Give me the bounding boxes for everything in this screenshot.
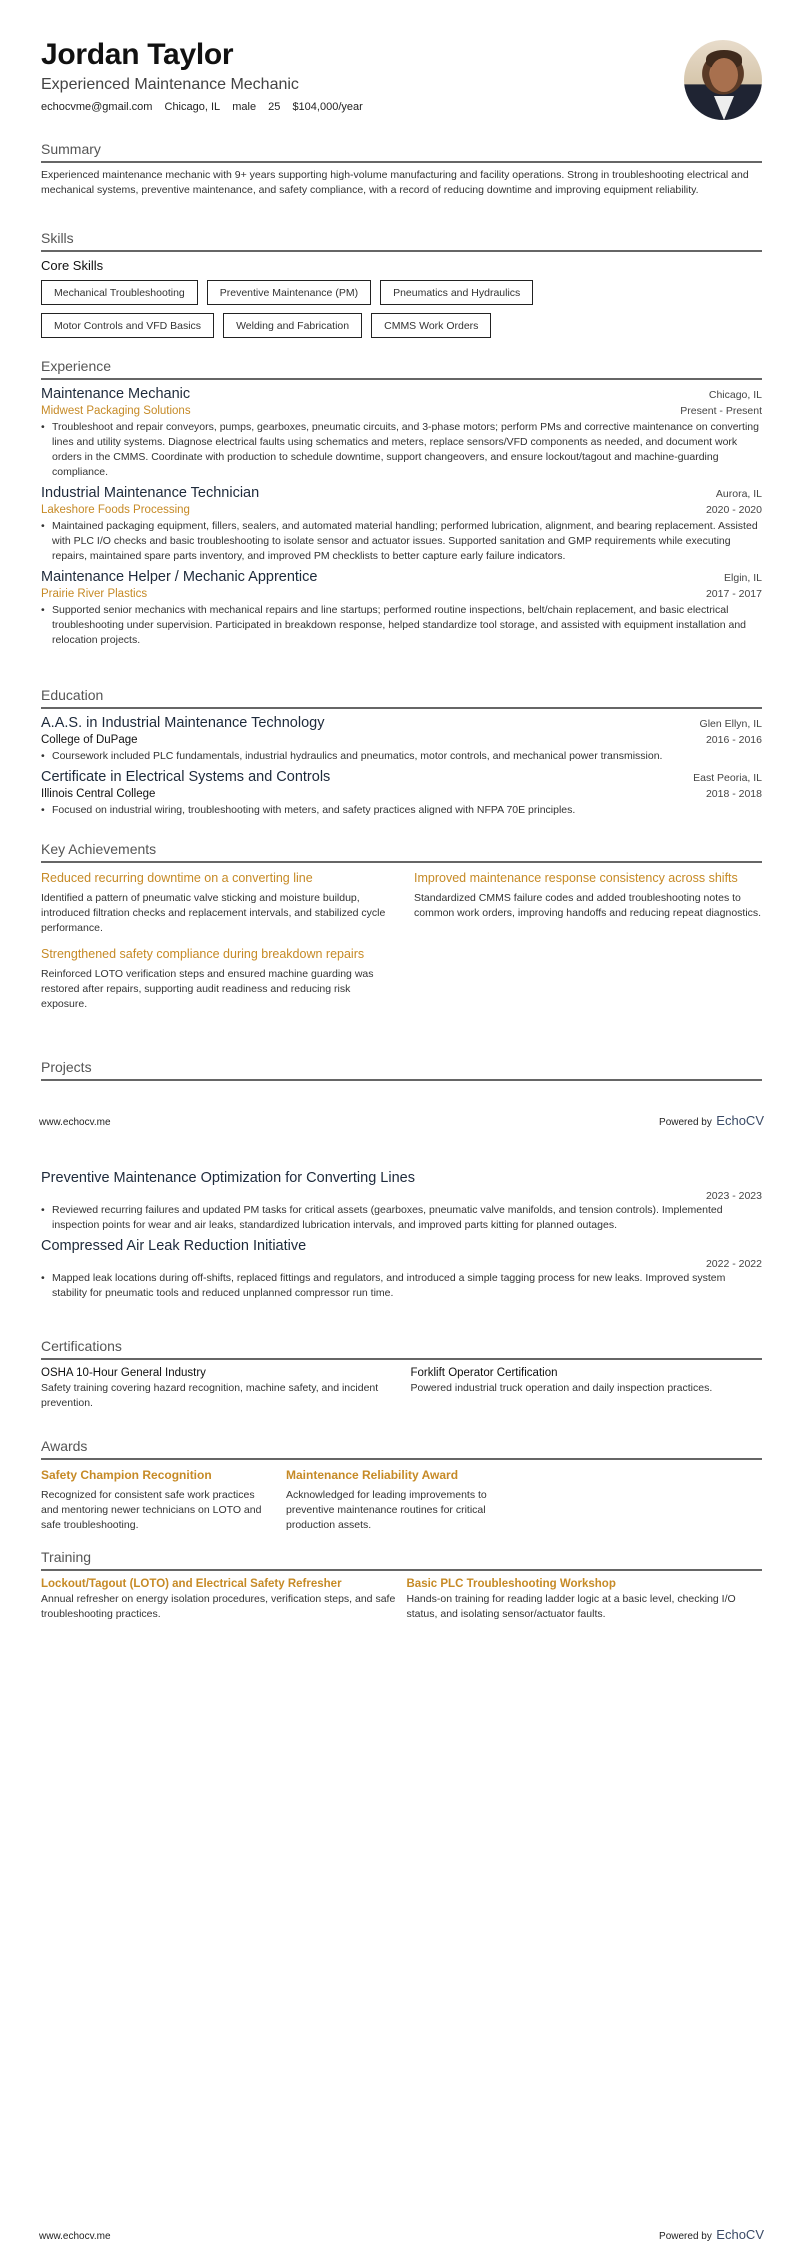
achievement-title: Strengthened safety compliance during breakdown repairs xyxy=(41,947,365,961)
project-dates: 2023 - 2023 xyxy=(705,1190,762,1202)
section-title-summary: Summary xyxy=(41,141,101,157)
training-section xyxy=(41,1548,762,1622)
section-title-education: Education xyxy=(41,687,104,703)
skill-chip: Pneumatics and Hydraulics xyxy=(380,280,533,305)
summary-text: Experienced maintenance mechanic with 9+ years supporting high-volume manufacturing and facility operations. Strong in troubleshooting electrical and mechanical systems, preventive maintenance, and safety compliance, with a record of reducing downtime and improving equipment reliability. xyxy=(41,169,749,196)
candidate-name: Jordan Taylor xyxy=(41,38,234,71)
education-entry xyxy=(41,714,762,764)
achievement-title: Reduced recurring downtime on a converting line xyxy=(41,871,313,885)
avatar xyxy=(684,40,762,120)
powered-by xyxy=(659,2226,764,2244)
section-divider xyxy=(41,1358,762,1360)
achievement-title: Improved maintenance response consistency across shifts xyxy=(414,871,738,885)
job-dates: 2017 - 2017 xyxy=(705,588,762,600)
achievement-item xyxy=(414,870,762,936)
page-footer xyxy=(39,1112,764,1130)
job-location: Elgin, IL xyxy=(724,572,762,584)
avatar-face-shape xyxy=(710,58,738,92)
job-bullet: • Supported senior mechanics with mechanical repairs and line startups; performed routine inspections, belt/chain replacement, and basic electrical troubleshooting under supervision. Participated in breakdown response, helped standardize tool storage, and assisted with equipment installation and relocation projects. xyxy=(41,603,762,648)
training-item xyxy=(41,1577,397,1622)
company-name: Lakeshore Foods Processing xyxy=(41,504,190,516)
education-bullet: • Focused on industrial wiring, troubleshooting with meters, and safety practices aligned with NFPA 70E principles. xyxy=(41,803,762,818)
achievement-text: Standardized CMMS failure codes and added troubleshooting notes to common work orders, improving handoffs and reducing repeat diagnostics. xyxy=(414,892,762,919)
powered-by-label: Powered by xyxy=(659,1117,712,1128)
section-divider xyxy=(41,161,762,163)
achievement-text: Identified a pattern of pneumatic valve sticking and moisture buildup, introduced filtration checks and replacement intervals, and stabilized cycle performance. xyxy=(41,892,386,934)
award-item xyxy=(41,1467,266,1533)
section-divider xyxy=(41,250,762,252)
skill-chip: Motor Controls and VFD Basics xyxy=(41,313,214,338)
company-name: Prairie River Plastics xyxy=(41,588,148,600)
awards-grid xyxy=(41,1467,762,1533)
section-title-projects: Projects xyxy=(41,1059,92,1075)
experience-entry xyxy=(41,568,762,648)
award-title: Maintenance Reliability Award xyxy=(286,1468,459,1482)
job-bullet: • Troubleshoot and repair conveyors, pumps, gearboxes, pneumatic circuits, and 3-phase motors; perform PMs and corrective maintenance on converting lines and utility systems. Diagnose electrical faults using schematics and meters, replace sensors/VFD components as needed, and document work orders in the CMMS. Coordinate with production to schedule downtime, support changeovers, and ensure lockout/tagout and machine-guarding compliance. xyxy=(41,420,762,480)
section-divider xyxy=(41,1079,762,1081)
section-title-awards: Awards xyxy=(41,1438,88,1454)
degree-title: Certificate in Electrical Systems and Controls xyxy=(41,769,331,785)
job-bullet: • Maintained packaging equipment, fillers, sealers, and automated material handling; performed lubrication, alignment, and bearing replacement. Assisted with PLC I/O checks and basic troubleshooting to isolate sensor and actuator issues. Supported sanitation and GMP requirements while executing repairs, maintained spare parts inventory, and improved PM checklists to better capture early failure indicators. xyxy=(41,519,762,564)
project-entry xyxy=(41,1169,762,1233)
contact-email[interactable]: echocvme@gmail.com xyxy=(41,101,153,113)
experience-entry xyxy=(41,484,762,564)
certification-item xyxy=(411,1366,763,1411)
skills-group-title: Core Skills xyxy=(41,258,104,273)
achievement-text: Reinforced LOTO verification steps and ensured machine guarding was restored after repairs, supporting audit readiness and reducing risk exposure. xyxy=(41,968,374,1010)
resume-header xyxy=(41,38,762,128)
contact-location: Chicago, IL xyxy=(164,101,221,113)
brand-name[interactable]: EchoCV xyxy=(716,1113,764,1128)
footer-url-link[interactable]: www.echocv.me xyxy=(39,2231,111,2242)
section-title-experience: Experience xyxy=(41,358,112,374)
skills-chip-list xyxy=(41,280,601,338)
award-text: Acknowledged for leading improvements to preventive maintenance routines for critical production assets. xyxy=(286,1489,487,1531)
job-dates: Present - Present xyxy=(680,405,762,417)
education-section xyxy=(41,686,762,818)
powered-by xyxy=(659,1112,764,1130)
school-location: Glen Ellyn, IL xyxy=(699,718,762,730)
contact-age: 25 xyxy=(268,101,281,113)
skill-chip: Preventive Maintenance (PM) xyxy=(207,280,371,305)
section-divider xyxy=(41,378,762,380)
section-divider xyxy=(41,1569,762,1571)
contact-line xyxy=(41,101,762,113)
experience-entry xyxy=(41,385,762,480)
school-name: College of DuPage xyxy=(41,734,138,746)
section-divider xyxy=(41,861,762,863)
section-divider xyxy=(41,707,762,709)
certifications-grid xyxy=(41,1366,762,1411)
training-title: Lockout/Tagout (LOTO) and Electrical Safety Refresher xyxy=(41,1578,342,1590)
brand-name[interactable]: EchoCV xyxy=(716,2227,764,2242)
company-name: Midwest Packaging Solutions xyxy=(41,405,191,417)
award-item xyxy=(286,1467,516,1533)
project-dates: 2022 - 2022 xyxy=(705,1258,762,1270)
skill-chip: Welding and Fabrication xyxy=(223,313,362,338)
contact-gender: male xyxy=(232,101,257,113)
certification-text: Powered industrial truck operation and daily inspection practices. xyxy=(410,1382,713,1394)
training-text: Annual refresher on energy isolation procedures, verification steps, and safe troubleshooting practices. xyxy=(41,1593,396,1620)
project-bullet: • Mapped leak locations during off-shifts, replaced fittings and regulators, and introduced a simple tagging process for new leaks. Improved system stability for pneumatic tools and reduced unplanned compressor run time. xyxy=(41,1271,762,1301)
avatar-collar-shape xyxy=(714,96,734,120)
achievement-item xyxy=(41,946,389,1012)
achievements-grid xyxy=(41,870,762,1012)
project-title: Preventive Maintenance Optimization for Converting Lines xyxy=(41,1170,415,1186)
job-location: Chicago, IL xyxy=(708,389,762,401)
powered-by-label: Powered by xyxy=(659,2231,712,2242)
page-footer-2 xyxy=(39,2226,764,2244)
award-title: Safety Champion Recognition xyxy=(41,1468,212,1482)
job-title: Maintenance Helper / Mechanic Apprentice xyxy=(41,569,318,585)
certification-item xyxy=(41,1366,393,1411)
job-location: Aurora, IL xyxy=(715,488,762,500)
skill-chip: Mechanical Troubleshooting xyxy=(41,280,198,305)
achievement-item xyxy=(41,870,389,936)
training-item xyxy=(407,1577,763,1622)
job-dates: 2020 - 2020 xyxy=(705,504,762,516)
training-title: Basic PLC Troubleshooting Workshop xyxy=(406,1578,616,1590)
candidate-role: Experienced Maintenance Mechanic xyxy=(41,76,299,93)
education-entry xyxy=(41,768,762,818)
awards-section xyxy=(41,1437,762,1533)
section-title-training: Training xyxy=(41,1549,92,1565)
projects-section xyxy=(41,1169,762,1301)
job-title: Maintenance Mechanic xyxy=(41,386,191,402)
section-title-skills: Skills xyxy=(41,230,74,246)
certifications-section xyxy=(41,1337,762,1411)
job-title: Industrial Maintenance Technician xyxy=(41,485,260,501)
project-bullet: • Reviewed recurring failures and updated PM tasks for critical assets (gearboxes, pneumatic valve manifolds, and tension controls). Implemented inspection points for wear and air leaks, standardized lubrication intervals, and improved parts kitting for planned outages. xyxy=(41,1203,762,1233)
summary-section xyxy=(41,140,762,198)
section-divider xyxy=(41,1458,762,1460)
degree-title: A.A.S. in Industrial Maintenance Technology xyxy=(41,715,325,731)
projects-section-heading xyxy=(41,1058,762,1081)
skill-chip: CMMS Work Orders xyxy=(371,313,491,338)
certification-title: OSHA 10-Hour General Industry xyxy=(41,1367,206,1379)
school-location: East Peoria, IL xyxy=(693,772,762,784)
section-title-achievements: Key Achievements xyxy=(41,841,157,857)
achievements-section xyxy=(41,840,762,1012)
school-name: Illinois Central College xyxy=(41,788,156,800)
project-title: Compressed Air Leak Reduction Initiative xyxy=(41,1238,307,1254)
footer-url-link[interactable]: www.echocv.me xyxy=(39,1117,111,1128)
award-text: Recognized for consistent safe work practices and mentoring newer technicians on LOTO and safe troubleshooting. xyxy=(41,1489,262,1531)
contact-salary: $104,000/year xyxy=(292,101,363,113)
skills-section xyxy=(41,229,762,338)
education-dates: 2016 - 2016 xyxy=(705,734,762,746)
training-text: Hands-on training for reading ladder logic at a basic level, checking I/O status, and isolating sensor/actuator faults. xyxy=(406,1593,736,1620)
certification-text: Safety training covering hazard recognition, machine safety, and incident prevention. xyxy=(41,1382,379,1409)
section-title-certifications: Certifications xyxy=(41,1338,122,1354)
education-bullet: • Coursework included PLC fundamentals, industrial hydraulics and pneumatics, motor controls, and mechanical power transmission. xyxy=(41,749,762,764)
experience-section xyxy=(41,357,762,648)
project-entry xyxy=(41,1237,762,1301)
certification-title: Forklift Operator Certification xyxy=(410,1367,558,1379)
training-grid xyxy=(41,1577,762,1622)
education-dates: 2018 - 2018 xyxy=(705,788,762,800)
